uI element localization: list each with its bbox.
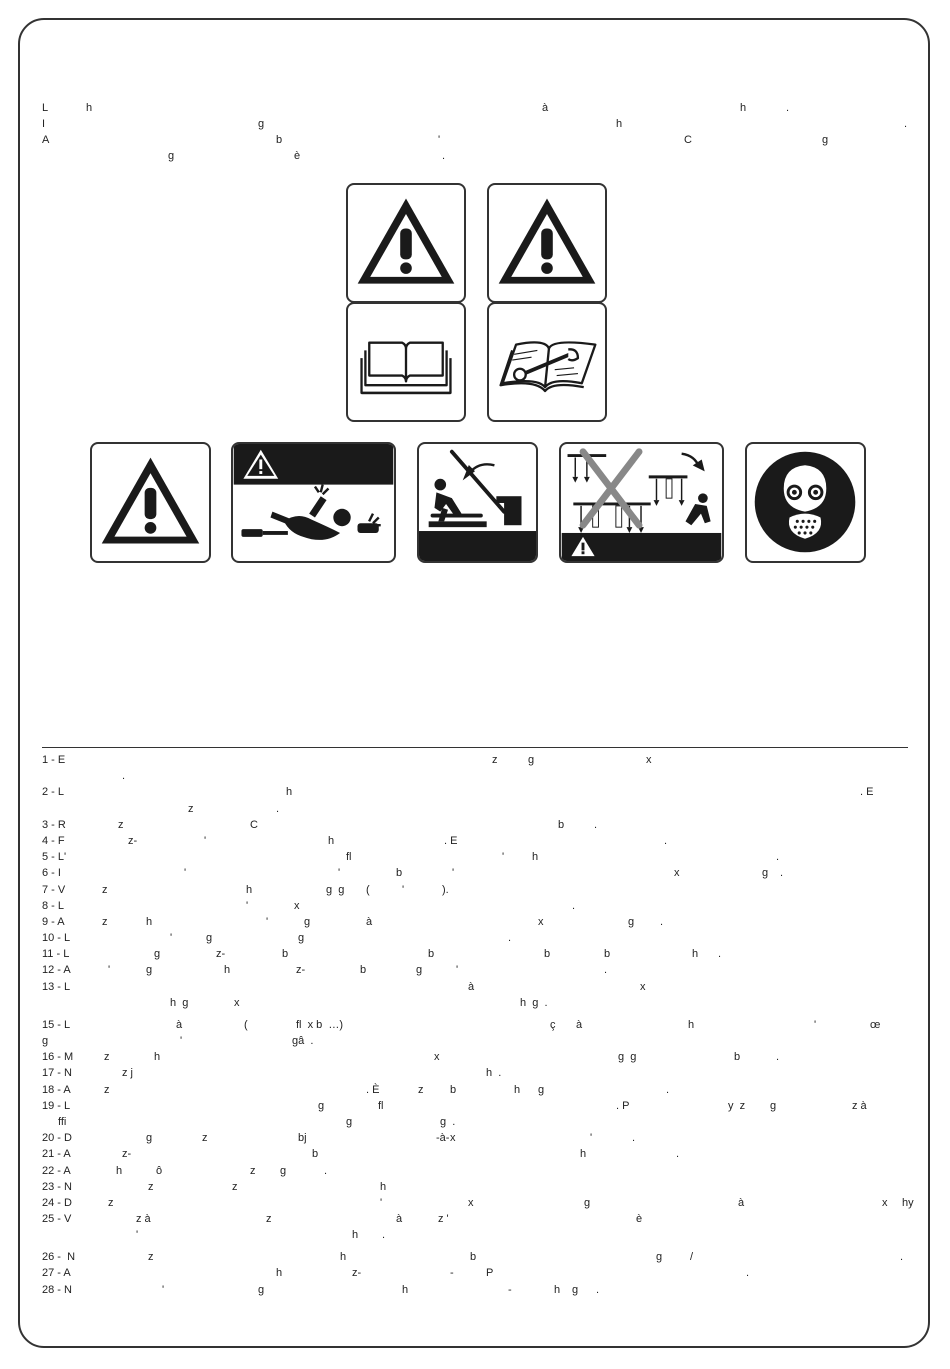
list-fragment: z j [122, 1067, 133, 1080]
list-fragment: h [276, 1267, 283, 1280]
list-item [42, 801, 912, 817]
list-number: 2 - L [42, 786, 65, 799]
list-fragment: ' [180, 1035, 183, 1047]
list-fragment: b [428, 948, 435, 961]
list-fragment: g g [326, 883, 345, 896]
list-fragment: h g [170, 996, 189, 1009]
list-fragment: ' [380, 1196, 383, 1209]
list-fragment: gâ . [292, 1035, 314, 1047]
list-number: 4 - F [42, 834, 65, 847]
list-fragment: g [572, 1283, 579, 1296]
list-item [42, 1098, 912, 1114]
list-fragment: ' [136, 1229, 139, 1242]
list-fragment: g [628, 915, 635, 928]
intro-fragment: C [684, 134, 692, 146]
list-number: 23 - N [42, 1180, 72, 1193]
intro-fragment: . [442, 150, 446, 162]
list-fragment: g [770, 1099, 777, 1112]
list-fragment: b [558, 818, 565, 831]
list-fragment: h [340, 1251, 347, 1264]
list-item [42, 995, 912, 1017]
list-number: 15 - L [42, 1018, 71, 1031]
list-fragment: . E [444, 834, 458, 847]
falling-load-hazard-icon [559, 442, 724, 563]
list-item [42, 1243, 912, 1265]
list-fragment: fl [346, 851, 352, 864]
list-fragment: h [402, 1283, 409, 1296]
list-fragment: b [360, 964, 367, 977]
list-fragment: . [776, 851, 780, 864]
list-fragment: . [746, 1267, 750, 1280]
warning-triangle-icon [346, 183, 466, 303]
list-fragment: g [318, 1099, 325, 1112]
list-fragment: ' [266, 915, 269, 928]
list-number: 16 - M [42, 1051, 74, 1064]
list-number: 27 - A [42, 1267, 71, 1280]
list-fragment: z à [136, 1213, 151, 1226]
intro-fragment: h [616, 118, 623, 130]
list-fragment: x [538, 915, 544, 928]
list-fragment: z- [216, 948, 226, 961]
respirator-mask-icon [745, 442, 866, 563]
list-fragment: / [690, 1251, 694, 1264]
intro-fragment: b [276, 134, 283, 146]
list-fragment: y z [728, 1099, 746, 1112]
list-fragment: z- [296, 964, 306, 977]
list-fragment: x [882, 1196, 888, 1209]
list-fragment: x [234, 996, 240, 1009]
list-number: 5 - L' [42, 851, 67, 864]
list-fragment: ffi [58, 1115, 67, 1128]
list-fragment: x [640, 980, 646, 993]
list-fragment: ô [156, 1164, 163, 1177]
list-fragment: h [246, 883, 253, 896]
list-fragment: g [146, 964, 153, 977]
list-fragment: h [514, 1083, 521, 1096]
list-fragment: g [154, 948, 161, 961]
list-fragment: z [108, 1196, 114, 1209]
list-item [42, 784, 912, 800]
list-fragment: ' [184, 867, 187, 880]
list-fragment: x [450, 1132, 456, 1145]
list-fragment: h [688, 1018, 695, 1031]
list-fragment: h [116, 1164, 123, 1177]
intro-fragment: g [168, 150, 175, 162]
list-fragment: . [508, 932, 512, 945]
list-item [42, 979, 912, 995]
list-fragment: x [646, 754, 652, 766]
list-fragment: h g . [520, 996, 548, 1009]
list-fragment: g g [618, 1051, 637, 1064]
intro-fragment: h [86, 102, 93, 114]
list-fragment: ). [442, 883, 449, 896]
list-fragment: ' [502, 851, 505, 864]
list-fragment: b [544, 948, 551, 961]
list-fragment: z [232, 1180, 238, 1193]
list-fragment: z [250, 1164, 256, 1177]
intro-line [42, 100, 912, 116]
list-fragment: z [104, 1083, 110, 1096]
intro-fragment: ' [438, 134, 441, 146]
intro-fragment: . [904, 118, 908, 130]
list-fragment: g [584, 1196, 591, 1209]
list-number: 18 - A [42, 1083, 71, 1096]
list-fragment: bj [298, 1132, 307, 1145]
intro-line [42, 132, 912, 148]
intro-line [42, 148, 912, 164]
list-fragment: h [352, 1229, 359, 1242]
list-item [42, 930, 912, 946]
list-fragment: z [148, 1180, 154, 1193]
list-fragment: z [104, 1051, 110, 1064]
list-fragment: b [312, 1148, 319, 1161]
list-fragment: ' [162, 1283, 165, 1296]
list-fragment: g [42, 1035, 49, 1047]
list-fragment: à [396, 1213, 403, 1226]
list-fragment: . È [366, 1083, 380, 1096]
list-item [42, 1179, 912, 1195]
intro-fragment: h [740, 102, 747, 114]
entanglement-hazard-icon [231, 442, 396, 563]
list-fragment: . E [860, 786, 874, 799]
list-fragment: ( [366, 883, 370, 896]
list-fragment: ' [338, 867, 341, 880]
list-fragment: x [294, 899, 300, 912]
list-fragment: -à- [436, 1132, 450, 1145]
list-fragment: ' [402, 883, 405, 896]
intro-fragment: I [42, 118, 46, 130]
list-fragment: . [776, 1051, 780, 1064]
list-fragment: g [280, 1164, 287, 1177]
list-fragment: h . [486, 1067, 502, 1080]
list-fragment: - [508, 1283, 512, 1296]
list-fragment: ' [814, 1018, 817, 1031]
list-fragment: x [434, 1051, 440, 1064]
list-fragment: g [656, 1251, 663, 1264]
list-number: 24 - D [42, 1196, 72, 1209]
list-fragment: . [122, 770, 126, 783]
list-fragment: ' [246, 899, 249, 912]
list-fragment: z [418, 1083, 424, 1096]
list-fragment: h [380, 1180, 387, 1193]
list-number: 11 - L [42, 948, 70, 961]
list-fragment: ' [452, 867, 455, 880]
list-item [42, 946, 912, 962]
list-fragment: à [738, 1196, 745, 1209]
list-fragment: b [450, 1083, 457, 1096]
list-fragment: h [146, 915, 153, 928]
list-fragment: . P [616, 1099, 630, 1112]
list-fragment: b [282, 948, 289, 961]
list-fragment: à [366, 915, 373, 928]
list-fragment: z [202, 1132, 208, 1145]
list-fragment: z à [852, 1099, 867, 1112]
list-number: 6 - I [42, 867, 61, 880]
list-fragment: P [486, 1267, 494, 1280]
list-fragment: h [580, 1148, 587, 1161]
list-fragment: . [276, 802, 280, 815]
list-item [42, 1146, 912, 1162]
list-item [42, 1049, 912, 1065]
list-fragment: b [604, 948, 611, 961]
list-fragment: z [102, 883, 108, 896]
list-fragment: z [266, 1213, 272, 1226]
list-fragment: ( [244, 1018, 248, 1031]
list-number: 9 - A [42, 915, 65, 928]
list-fragment: à [576, 1018, 583, 1031]
list-number: 8 - L [42, 899, 65, 912]
list-item [42, 882, 912, 898]
list-item [42, 914, 912, 930]
list-fragment: g [206, 932, 213, 945]
list-fragment: C [250, 818, 258, 831]
list-fragment: ' [204, 834, 207, 847]
list-fragment: . [604, 964, 608, 977]
list-fragment: z [102, 915, 108, 928]
list-fragment: à [468, 980, 475, 993]
list-item [42, 1195, 912, 1211]
list-fragment: - [450, 1267, 454, 1280]
list-fragment: . [780, 867, 784, 880]
list-fragment: g [528, 754, 535, 766]
list-fragment: g [146, 1132, 153, 1145]
list-fragment: . [676, 1148, 680, 1161]
list-fragment: œ [870, 1018, 881, 1031]
list-fragment: z ' [438, 1213, 449, 1226]
list-item [42, 865, 912, 881]
list-item [42, 898, 912, 914]
list-fragment: hy [902, 1196, 914, 1209]
list-fragment: ' [456, 964, 459, 977]
list-fragment: . [596, 1283, 600, 1296]
list-fragment: h [224, 964, 231, 977]
list-fragment: h [154, 1051, 161, 1064]
intro-fragment: à [542, 102, 549, 114]
list-fragment: g [346, 1115, 353, 1128]
list-fragment: fl x b …) [296, 1018, 344, 1031]
list-fragment: b [734, 1051, 741, 1064]
intro-fragment: L [42, 102, 49, 114]
list-item [42, 1082, 912, 1098]
list-fragment: h [328, 834, 335, 847]
list-fragment: . [900, 1251, 904, 1264]
list-fragment: . [666, 1083, 670, 1096]
list-number: 28 - N [42, 1283, 72, 1296]
list-number: 12 - A [42, 964, 71, 977]
list-fragment: g [258, 1283, 265, 1296]
list-number: 21 - A [42, 1148, 71, 1161]
numbered-list [42, 752, 912, 1298]
intro-fragment: A [42, 134, 50, 146]
list-fragment: h [532, 851, 539, 864]
list-item [42, 1114, 912, 1130]
list-fragment: . [660, 915, 664, 928]
list-fragment: g . [440, 1115, 456, 1128]
intro-fragment: g [822, 134, 829, 146]
list-number: 22 - A [42, 1164, 71, 1177]
intro-paragraph [42, 100, 912, 164]
warning-triangle-icon [487, 183, 607, 303]
list-number: 3 - R [42, 818, 66, 831]
list-number: 17 - N [42, 1067, 72, 1080]
list-item [42, 962, 912, 978]
list-item [42, 1065, 912, 1081]
list-fragment: z- [128, 834, 138, 847]
list-fragment: ç [550, 1018, 556, 1031]
list-item [42, 752, 912, 768]
tipping-hazard-icon [417, 442, 538, 563]
list-fragment: z [188, 802, 194, 815]
list-item [42, 833, 912, 849]
manual-wrench-icon [487, 302, 607, 422]
warning-triangle-icon [90, 442, 211, 563]
list-number: 26 - N [42, 1251, 76, 1264]
list-item [42, 1033, 912, 1049]
list-item [42, 1163, 912, 1179]
list-number: 20 - D [42, 1132, 72, 1145]
list-fragment: z [148, 1251, 154, 1264]
list-fragment: x [674, 867, 680, 880]
list-item [42, 817, 912, 833]
list-fragment: h [554, 1283, 561, 1296]
list-fragment: . [382, 1229, 386, 1242]
list-number: 1 - E [42, 754, 66, 766]
list-number: 25 - V [42, 1213, 72, 1226]
list-fragment: h [692, 948, 699, 961]
list-item [42, 1265, 912, 1281]
list-item [42, 768, 912, 784]
list-fragment: ' [590, 1132, 593, 1145]
list-fragment: ' [108, 964, 111, 977]
list-item [42, 1282, 912, 1298]
list-fragment: z [492, 754, 498, 766]
list-fragment: z- [352, 1267, 362, 1280]
list-number: 13 - L [42, 980, 71, 993]
list-item [42, 1130, 912, 1146]
divider [42, 747, 908, 748]
list-fragment: g [298, 932, 305, 945]
list-fragment: g [762, 867, 769, 880]
list-fragment: . [594, 818, 598, 831]
list-fragment: b [470, 1251, 477, 1264]
list-fragment: g [304, 915, 311, 928]
list-fragment: . [664, 834, 668, 847]
list-fragment: è [636, 1213, 643, 1226]
list-item [42, 1211, 912, 1227]
list-fragment: fl [378, 1099, 384, 1112]
list-fragment: ' [170, 932, 173, 945]
list-fragment: h [286, 786, 293, 799]
list-item [42, 1227, 912, 1243]
list-fragment: . [632, 1132, 636, 1145]
list-fragment: . [718, 948, 722, 961]
intro-fragment: g [258, 118, 265, 130]
list-fragment: g [538, 1083, 545, 1096]
intro-line [42, 116, 912, 132]
list-number: 10 - L [42, 932, 71, 945]
list-fragment: g [416, 964, 423, 977]
list-item [42, 1017, 912, 1033]
list-fragment: . [324, 1164, 328, 1177]
open-book-icon [346, 302, 466, 422]
intro-fragment: è [294, 150, 301, 162]
list-fragment: . [572, 899, 576, 912]
intro-fragment: . [786, 102, 790, 114]
list-number: 7 - V [42, 883, 66, 896]
list-item [42, 849, 912, 865]
list-fragment: x [468, 1196, 474, 1209]
list-fragment: z [118, 818, 124, 831]
list-number: 19 - L [42, 1099, 71, 1112]
list-fragment: b [396, 867, 403, 880]
list-fragment: z- [122, 1148, 132, 1161]
list-fragment: à [176, 1018, 183, 1031]
